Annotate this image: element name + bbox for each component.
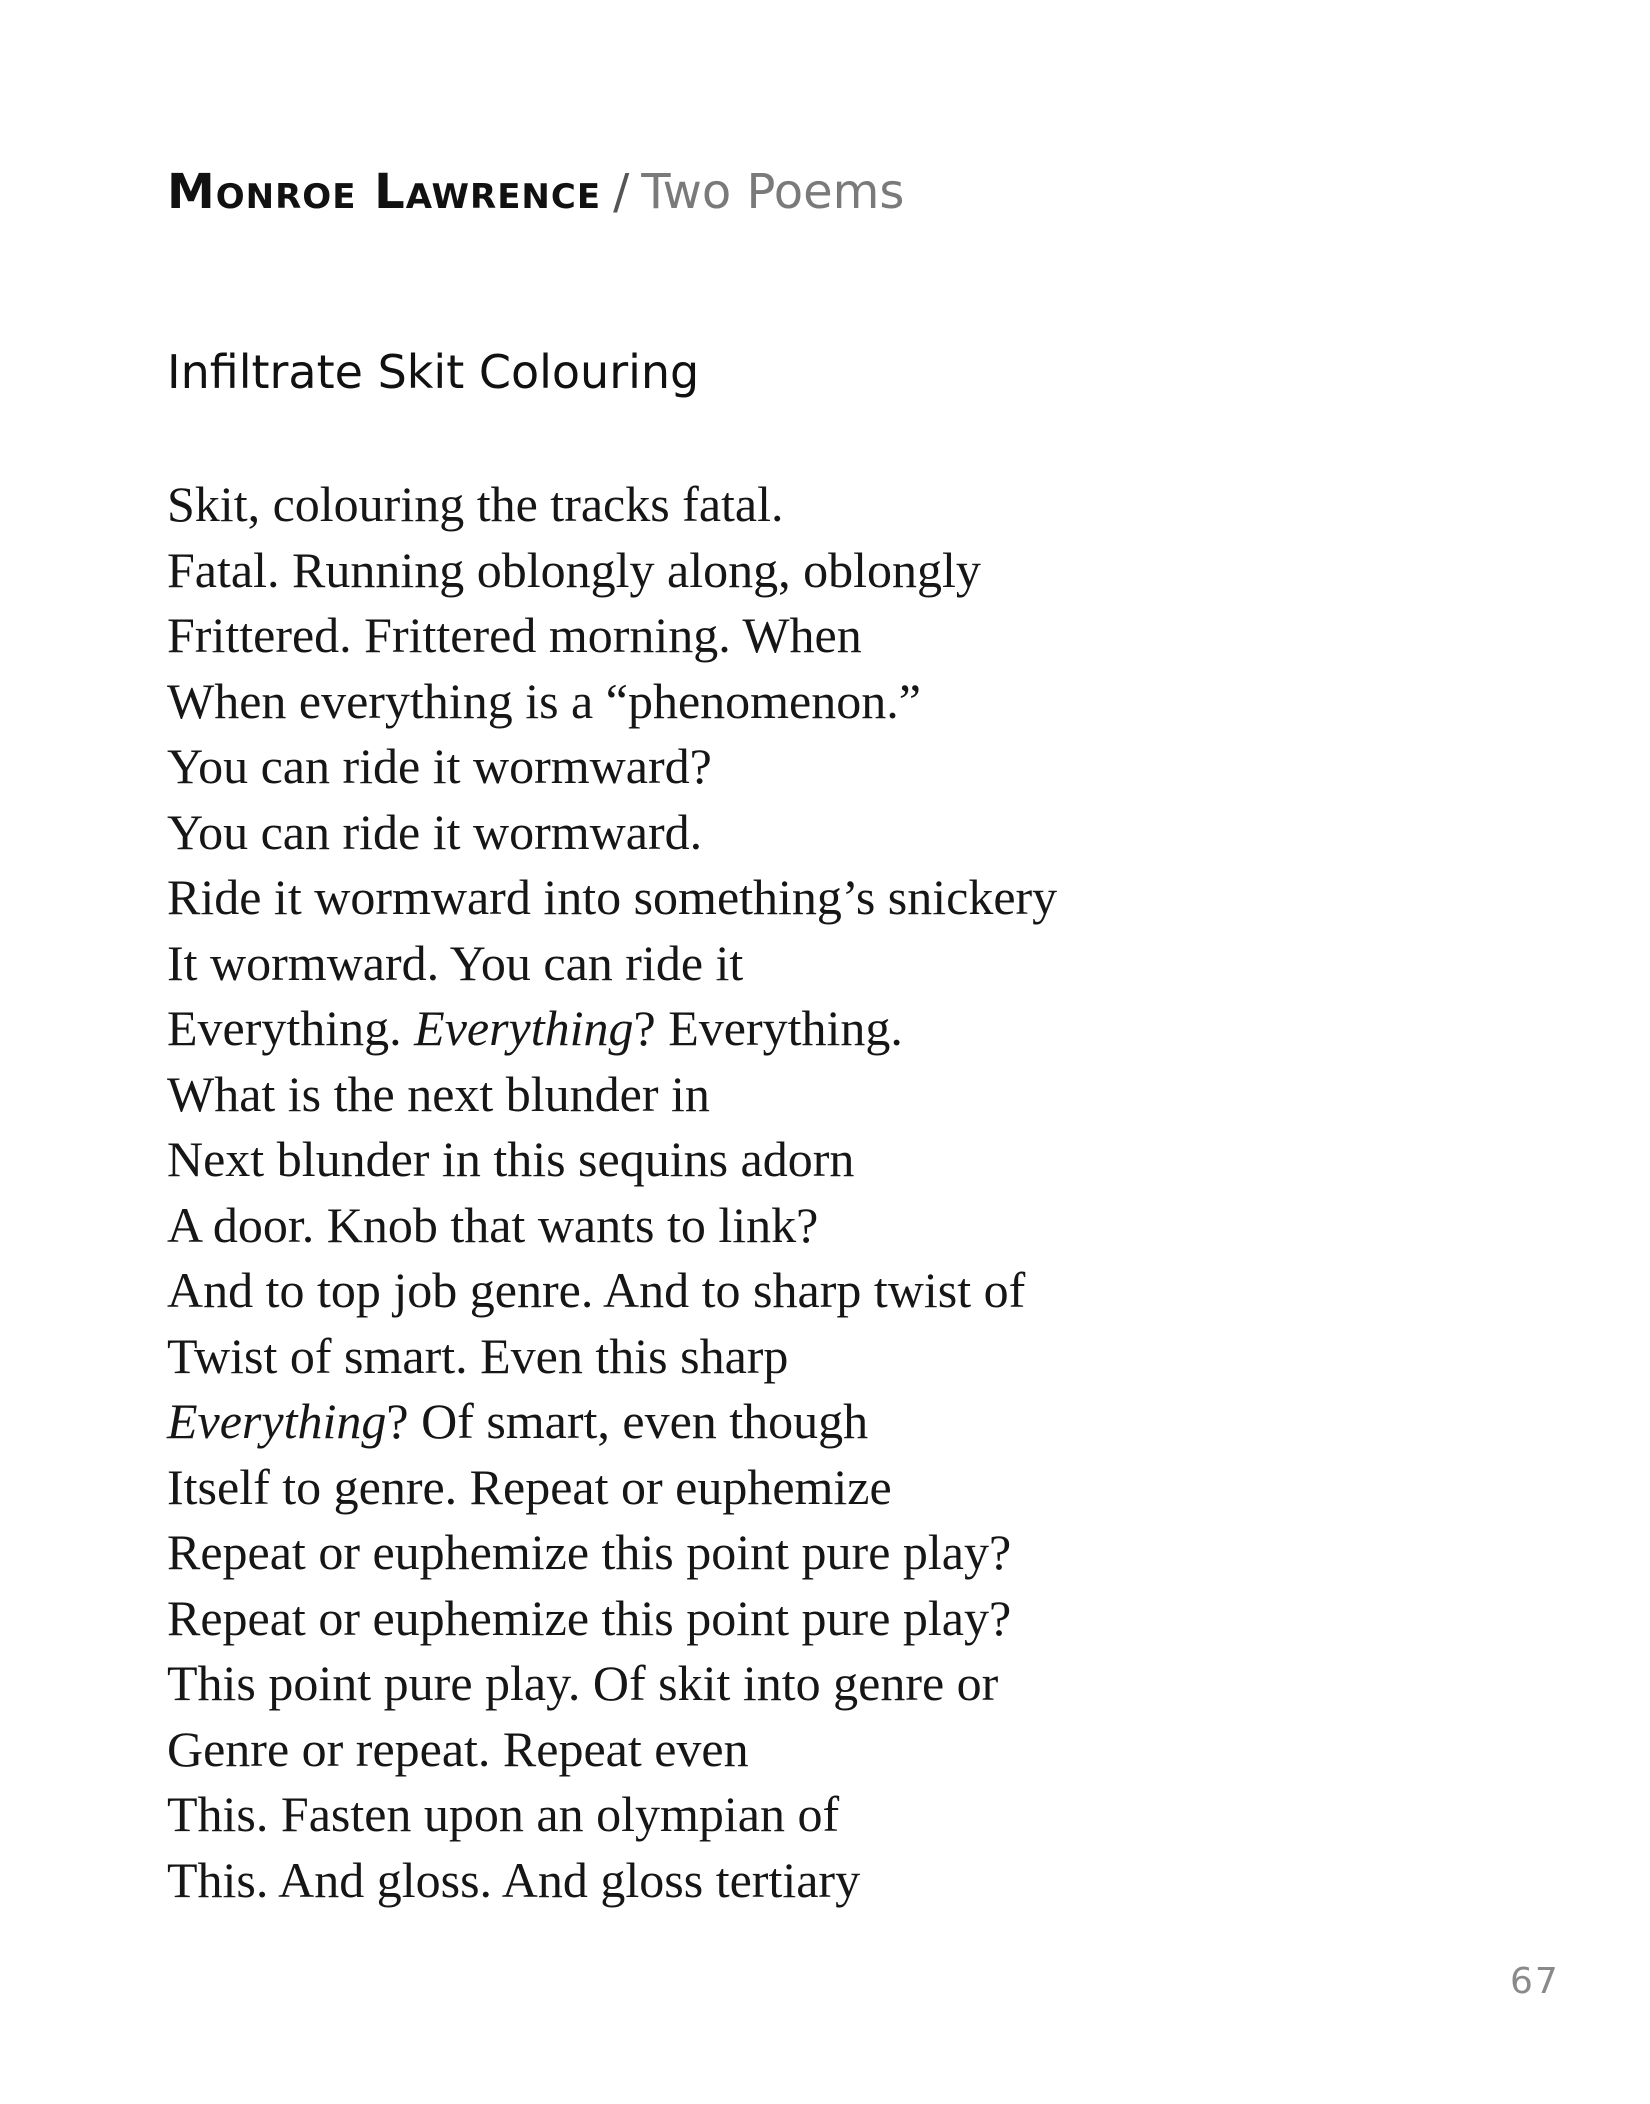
line-text: ? Everything. <box>633 1000 903 1056</box>
poem-title: Infiltrate Skit Colouring <box>167 345 700 399</box>
poem-line: This point pure play. Of skit into genre or <box>167 1655 999 1711</box>
poem-line: This. Fasten upon an olympian of <box>167 1786 840 1842</box>
line-text: ? Of smart, even though <box>386 1393 869 1449</box>
poem-line: Repeat or euphemize this point pure play? <box>167 1589 1012 1646</box>
running-header <box>167 160 904 224</box>
poem-line: Repeat or euphemize this point pure play? <box>167 1524 1012 1580</box>
poem-line: What is the next blunder in <box>167 1065 710 1122</box>
poem-line: Fatal. Running oblongly along, oblongly <box>167 541 981 598</box>
poem-line <box>167 996 1057 1062</box>
poem-body <box>167 472 1057 1913</box>
italic-text: Everything <box>414 1000 634 1056</box>
poem-line: You can ride it wormward. <box>167 803 703 860</box>
work-title: Two Poems <box>641 164 905 220</box>
poem-line: A door. Knob that wants to link? <box>167 1196 819 1253</box>
poem-line: Genre or repeat. Repeat even <box>167 1720 749 1777</box>
poem-line: Ride it wormward into something’s snickery <box>167 869 1058 925</box>
poem-line: When everything is a “phenomenon.” <box>167 672 921 729</box>
poem-line: And to top job genre. And to sharp twist of <box>167 1262 1026 1318</box>
line-text: Everything. <box>167 1000 415 1056</box>
poem-line: Next blunder in this sequins adorn <box>167 1131 855 1187</box>
poem-line: This. And gloss. And gloss tertiary <box>167 1851 861 1908</box>
poem-line: You can ride it wormward? <box>167 738 712 794</box>
poem-line: Frittered. Frittered morning. When <box>167 607 862 663</box>
page-number: 67 <box>1510 1961 1560 2002</box>
poem-line: It wormward. You can ride it <box>167 934 744 991</box>
header-separator: / <box>613 164 630 220</box>
poem-line: Twist of smart. Even this sharp <box>167 1327 789 1384</box>
italic-text: Everything <box>167 1393 387 1449</box>
poem-line: Skit, colouring the tracks fatal. <box>167 476 784 532</box>
poem-line: Itself to genre. Repeat or euphemize <box>167 1458 892 1515</box>
poem-line <box>167 1389 1057 1455</box>
author-name: Monroe Lawrence <box>167 164 602 220</box>
